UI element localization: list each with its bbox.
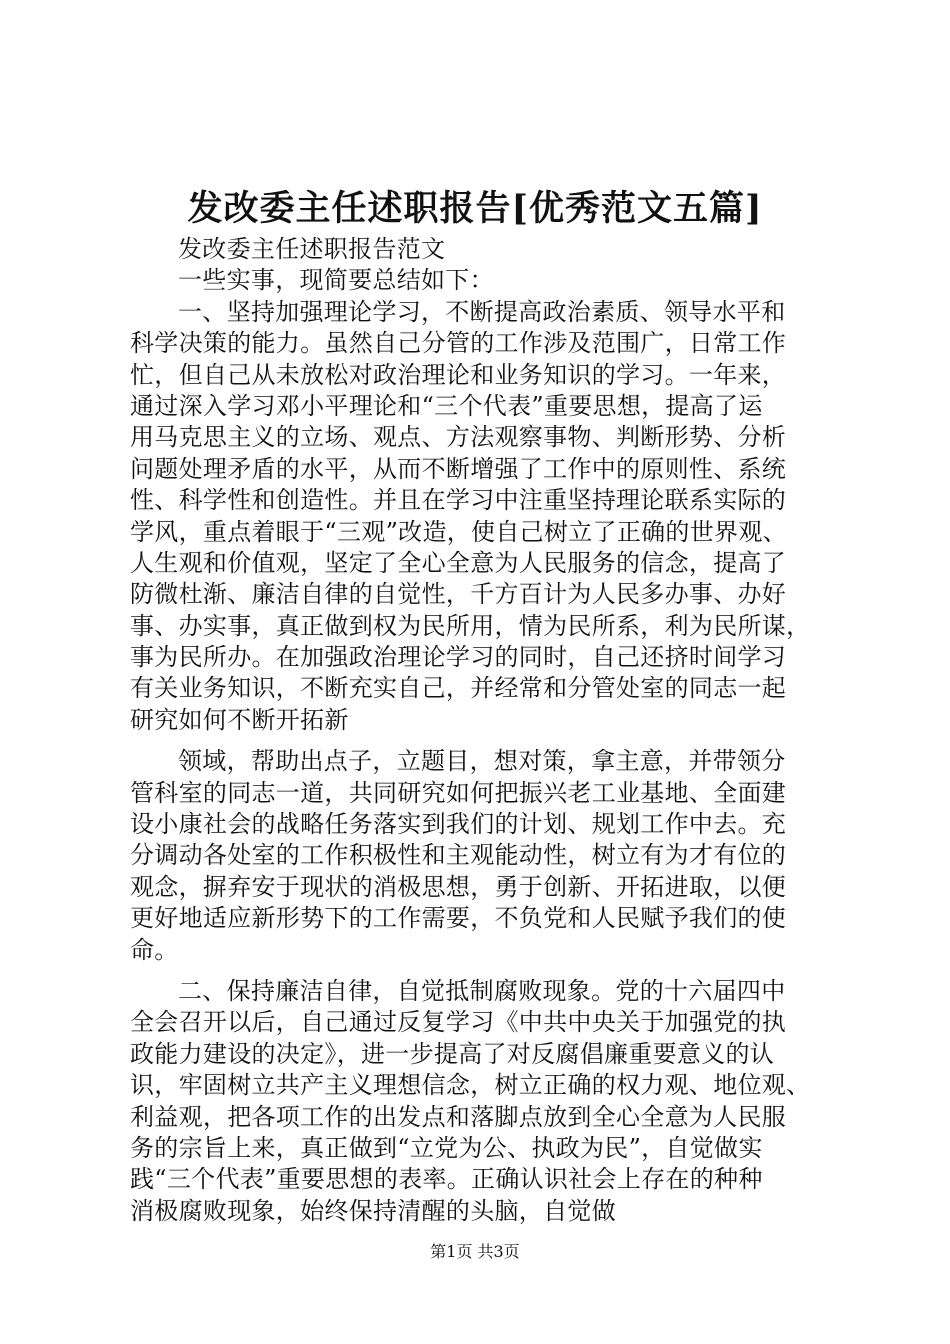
- text-line: 领域，帮助出点子，立题目，想对策，拿主意，并带领分: [178, 747, 786, 776]
- text-line: 问题处理矛盾的水平，从而不断增强了工作中的原则性、系统: [130, 454, 787, 483]
- text-line: 利益观，把各项工作的出发点和落脚点放到全心全意为人民服: [130, 1102, 787, 1131]
- text-line: 观念，摒弃安于现状的消极思想，勇于创新、开拓进取，以便: [130, 872, 787, 901]
- text-line: 命。: [130, 935, 179, 964]
- text-line: 践“三个代表”重要思想的表率。正确认识社会上存在的种种: [130, 1165, 763, 1194]
- text-line: 消极腐败现象，始终保持清醒的头脑，自觉做: [130, 1196, 616, 1225]
- text-line: 有关业务知识，不断充实自己，并经常和分管处室的同志一起: [130, 674, 787, 703]
- text-line: 学风，重点着眼于“三观”改造，使自己树立了正确的世界观、: [130, 517, 787, 546]
- document-title: 发改委主任述职报告[优秀范文五篇]: [187, 188, 763, 229]
- text-line: 发改委主任述职报告范文: [178, 235, 446, 263]
- paragraph-gap: [130, 736, 830, 746]
- paragraph-gap: [130, 966, 830, 976]
- text-line: 科学决策的能力。虽然自己分管的工作涉及范围广，日常工作: [130, 329, 787, 358]
- text-line: 一些实事，现简要总结如下：: [178, 266, 494, 295]
- page-footer: 第1页 共3页: [430, 1242, 520, 1261]
- text-line: 人生观和价值观，坚定了全心全意为人民服务的信念，提高了: [130, 548, 787, 577]
- text-line: 务的宗旨上来，真正做到“立党为公、执政为民”，自觉做实: [130, 1133, 763, 1162]
- text-line: 政能力建设的决定》，进一步提高了对反腐倡廉重要意义的认: [130, 1039, 775, 1068]
- text-line: 全会召开以后，自己通过反复学习《中共中央关于加强党的执: [130, 1008, 787, 1037]
- text-line: 一、坚持加强理论学习，不断提高政治素质、领导水平和: [178, 297, 786, 326]
- text-line: 识，牢固树立共产主义理想信念，树立正确的权力观、地位观、: [130, 1071, 811, 1100]
- text-line: 研究如何不断开拓新: [130, 705, 349, 734]
- text-line: 通过深入学习邓小平理论和“三个代表”重要思想，提高了运: [130, 391, 763, 420]
- text-line: 管科室的同志一道，共同研究如何把振兴老工业基地、全面建: [130, 778, 787, 807]
- text-line: 更好地适应新形势下的工作需要，不负党和人民赋予我们的使: [130, 904, 787, 933]
- text-line: 二、保持廉洁自律，自觉抵制腐败现象。党的十六届四中: [178, 976, 786, 1005]
- text-line: 设小康社会的战略任务落实到我们的计划、规划工作中去。充: [130, 810, 787, 839]
- text-line: 性、科学性和创造性。并且在学习中注重坚持理论联系实际的: [130, 486, 787, 515]
- text-line: 事为民所办。在加强政治理论学习的同时，自己还挤时间学习: [130, 643, 787, 672]
- text-line: 分调动各处室的工作积极性和主观能动性，树立有为才有位的: [130, 841, 787, 870]
- text-line: 防微杜渐、廉洁自律的自觉性，千方百计为人民多办事、办好: [130, 580, 787, 609]
- text-line: 用马克思主义的立场、观点、方法观察事物、判断形势、分析: [130, 423, 787, 452]
- text-line: 事、办实事，真正做到权为民所用，情为民所系，利为民所谋，: [130, 611, 811, 640]
- document-body: [130, 234, 830, 1227]
- text-line: 忙，但自己从未放松对政治理论和业务知识的学习。一年来，: [130, 360, 787, 389]
